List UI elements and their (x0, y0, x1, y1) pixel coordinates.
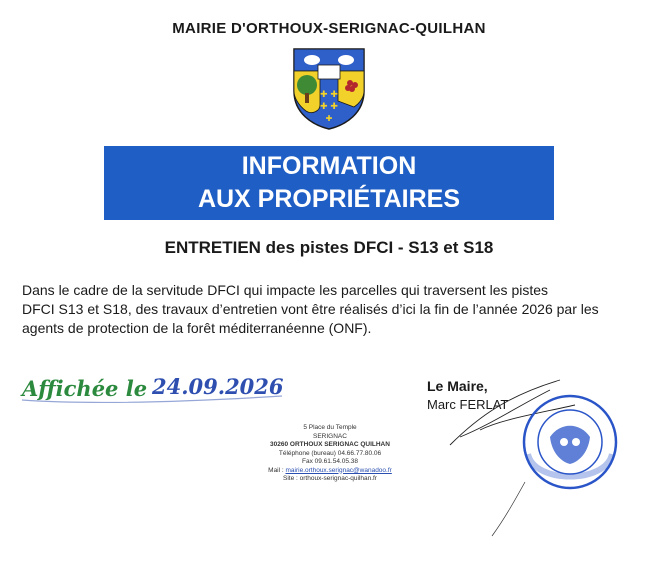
svg-text:✚: ✚ (325, 114, 333, 123)
information-banner (104, 146, 554, 220)
banner-line-1: INFORMATION (241, 152, 417, 180)
address-fax: Fax 09.61.54.05.38 (301, 458, 358, 465)
address-mail-link[interactable]: mairie.orthoux.serignac@wanadoo.fr (285, 466, 392, 474)
mairie-address (260, 424, 400, 484)
affiche-date: 24.09.2026 (152, 374, 284, 399)
coat-of-arms-icon (290, 45, 368, 131)
address-mail-label: Mail : (268, 466, 284, 474)
address-village: SERIGNAC (313, 432, 347, 440)
body-line-2: DFCI S13 et S18, des travaux d’entretien vont être réalisés d’ici la fin de l’année 2026 par les (22, 301, 599, 317)
body-line-1: Dans le cadre de la servitude DFCI qui impacte les parcelles qui traversent les pistes (22, 282, 549, 298)
svg-text:✚ ✚: ✚ ✚ (320, 90, 338, 100)
pen-stroke (470, 480, 530, 540)
address-phone: Téléphone (bureau) 04.66.77.80.06 (278, 449, 382, 457)
signatory-title: Le Maire, (427, 378, 488, 394)
signatory-name: Marc FERLAT (427, 397, 509, 412)
svg-text:✚ ✚: ✚ ✚ (320, 102, 338, 112)
mairie-header: MAIRIE D'ORTHOUX-SERIGNAC-QUILHAN (172, 20, 486, 37)
handwritten-posting-date (20, 370, 290, 406)
address-postcode-city: 30260 ORTHOUX SERIGNAC QUILHAN (270, 441, 390, 448)
address-mail-row (260, 467, 400, 476)
mairie-stamp-icon (520, 392, 620, 492)
body-line-3: agents de protection de la forêt méditerranéenne (ONF). (22, 320, 372, 336)
address-site: Site : orthoux-serignac-quilhan.fr (283, 475, 377, 482)
notice-body (22, 281, 642, 338)
notice-subtitle: ENTRETIEN des pistes DFCI - S13 et S18 (164, 238, 494, 257)
address-street: 5 Place du Temple (303, 424, 357, 431)
banner-line-2: AUX PROPRIÉTAIRES (197, 185, 461, 213)
affiche-label: Affichée le (22, 376, 148, 401)
